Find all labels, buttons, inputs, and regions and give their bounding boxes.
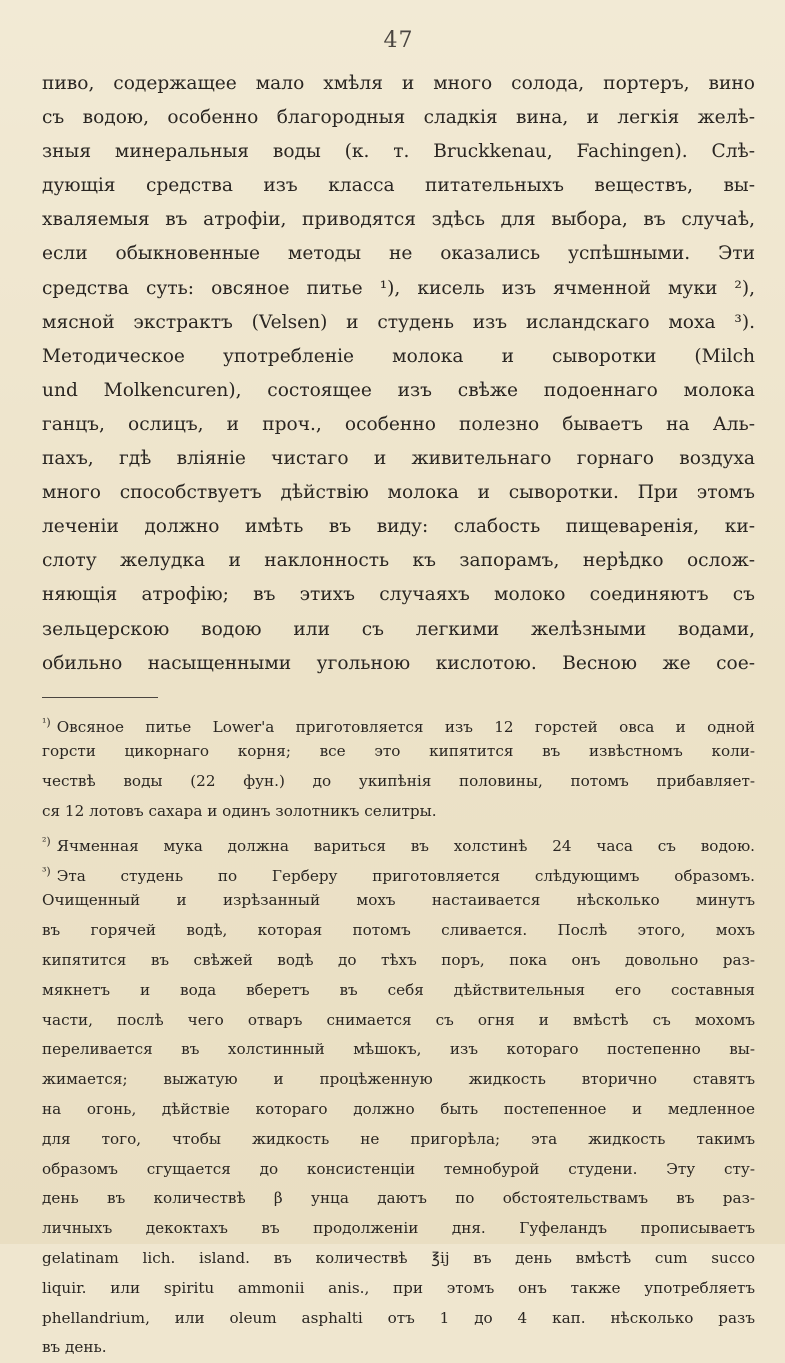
- body-line: няющія атрофію; въ этихъ случаяхъ молоко соединяютъ съ: [42, 584, 755, 606]
- body-line: обильно насыщенными угольною кислотою. Весною же сое-: [42, 652, 755, 674]
- footnote-line: gelatinam lich. island. въ количествѣ ℥ij въ день вмѣстѣ cum succo: [42, 1249, 755, 1268]
- footnote-marker: ¹): [42, 715, 51, 729]
- body-line: хваляемыя въ атрофіи, приводятся здѣсь для выбора, въ случаѣ,: [42, 209, 755, 231]
- footnote-line: ся 12 лотовъ сахара и одинъ золотникъ селитры.: [42, 802, 437, 821]
- body-line: ганцъ, ослицъ, и проч., особенно полезно бываетъ на Аль-: [42, 413, 755, 435]
- footnote-text: Овсяное питье Lower'а приготовляется изъ 12 горстей овса и одной: [56, 717, 755, 736]
- footnote-text: Эта студень по Герберу приготовляется слѣдующимъ образомъ.: [56, 866, 755, 885]
- page-number: 47: [383, 28, 414, 53]
- footnote-line: кипятится въ свѣжей водѣ до тѣхъ поръ, пока онъ довольно раз-: [42, 951, 755, 970]
- body-line: слоту желудка и наклонность къ запорамъ, нерѣдко ослож-: [42, 550, 755, 572]
- footnote-line: въ день.: [42, 1338, 107, 1357]
- footnote-line: въ горячей водѣ, которая потомъ сливается. Послѣ этого, мохъ: [42, 921, 755, 940]
- body-line: леченіи должно имѣть въ виду: слабость пищеваренія, ки-: [42, 516, 755, 538]
- footnote-line: [42, 708, 755, 738]
- body-line: средства суть: овсяное питье ¹), кисель изъ ячменной муки ²),: [42, 277, 755, 299]
- body-line: und Molkencuren), состоящее изъ свѣже подоеннаго молока: [42, 379, 755, 401]
- body-line: пиво, содержащее мало хмѣля и много солода, портеръ, вино: [42, 73, 755, 94]
- footnote-line: горсти цикорнаго корня; все это кипятится въ извѣстномъ коли-: [42, 742, 755, 761]
- footnote-line: liquir. или spiritu ammonii anis., при этомъ онъ также употребляетъ: [42, 1278, 755, 1297]
- body-line: зельцерскою водою или съ легкими желѣзными водами,: [42, 618, 755, 640]
- body-line: съ водою, особенно благородныя сладкія вина, и легкія желѣ-: [42, 107, 755, 129]
- footnotes: [42, 708, 755, 1363]
- body-line: дующія средства изъ класса питательныхъ веществъ, вы-: [42, 175, 755, 197]
- footnote-text: Ячменная мука должна вариться въ холстинѣ 24 часа съ водою.: [56, 836, 755, 855]
- footnote-marker: ²): [42, 834, 51, 848]
- footnote-line: для того, чтобы жидкость не пригорѣла; эта жидкость такимъ: [42, 1129, 755, 1148]
- body-text: [42, 67, 755, 681]
- footnote-line: [42, 827, 755, 857]
- footnote-line: чествѣ воды (22 фун.) до укипѣнія половины, потомъ прибавляет-: [42, 772, 755, 791]
- body-line: мясной экстрактъ (Velsen) и студень изъ исландскаго моха ³).: [42, 311, 755, 333]
- footnote-line: мякнетъ и вода вберетъ въ себя дѣйствительныя его составныя: [42, 980, 755, 999]
- footnote-line: личныхъ декоктахъ въ продолженіи дня. Гуфеландъ прописываетъ: [42, 1219, 755, 1238]
- footnote-line: день въ количествѣ β унца даютъ по обстоятельствамъ въ раз-: [42, 1189, 755, 1208]
- footnote-marker: ³): [42, 864, 51, 878]
- body-line: много способствуетъ дѣйствію молока и сыворотки. При этомъ: [42, 482, 755, 504]
- footnote-divider: [42, 697, 158, 698]
- footnote-3: [42, 857, 755, 1363]
- footnote-line: жимается; выжатую и процѣженную жидкость вторично ставятъ: [42, 1070, 755, 1089]
- footnote-line: части, послѣ чего отваръ снимается съ огня и вмѣстѣ съ мохомъ: [42, 1010, 755, 1029]
- body-line: пахъ, гдѣ вліяніе чистаго и живительнаго горнаго воздуха: [42, 448, 755, 470]
- body-line: Методическое употребленіе молока и сыворотки (Milch: [42, 345, 755, 367]
- footnote-line: переливается въ холстинный мѣшокъ, изъ котораго постепенно вы-: [42, 1040, 755, 1059]
- footnote-line: Очищенный и изрѣзанный мохъ настаивается нѣсколько минутъ: [42, 891, 755, 910]
- footnote-line: phellandrium, или oleum asphalti отъ 1 до 4 кап. нѣсколько разъ: [42, 1308, 755, 1327]
- body-line: если обыкновенные методы не оказались успѣшными. Эти: [42, 243, 755, 265]
- footnote-line: [42, 857, 755, 887]
- footnote-line: на огонь, дѣйствіе котораго должно быть постепенное и медленное: [42, 1100, 755, 1119]
- footnote-1: [42, 708, 755, 827]
- footnote-line: образомъ сгущается до консистенціи темнобурой студени. Эту сту-: [42, 1159, 755, 1178]
- footnote-2: [42, 827, 755, 857]
- body-line: зныя минеральныя воды (к. т. Bruckkenau, Fachingen). Слѣ-: [42, 141, 755, 163]
